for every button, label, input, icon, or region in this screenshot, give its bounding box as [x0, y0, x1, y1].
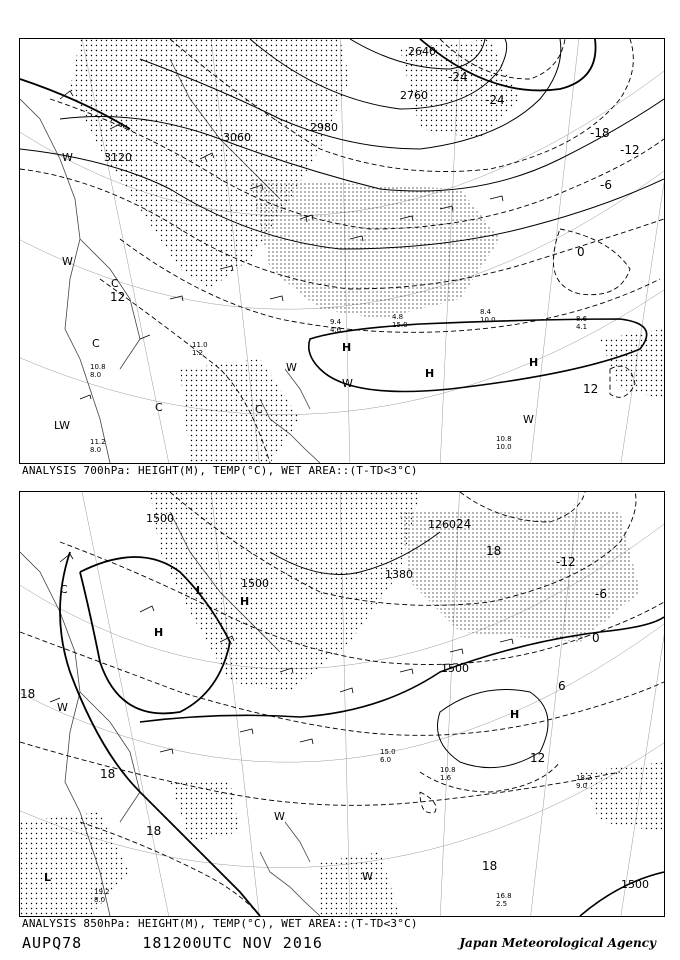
height-label: 1260 — [428, 518, 456, 531]
cold-center: C — [60, 583, 68, 596]
station-plot — [330, 318, 342, 334]
station-plot-value: 11.0 — [192, 341, 208, 349]
station-plot-value: 4.1 — [576, 323, 588, 331]
temp-label: -12 — [556, 555, 576, 569]
height-label: 1380 — [385, 568, 413, 581]
low-center: L — [196, 584, 204, 597]
high-center: H — [510, 708, 520, 721]
station-plot-value: 6.0 — [380, 756, 392, 764]
caption-850hpa: ANALYSIS 850hPa: HEIGHT(M), TEMP(°C), WET AREA::(T-TD<3°C) — [22, 917, 418, 930]
temp-label: -24 — [448, 70, 468, 84]
station-plot-value: 10.0 — [496, 443, 512, 451]
station-plot-value: 8.0 — [94, 896, 106, 904]
temp-label: -6 — [600, 178, 612, 192]
cold-center: C — [92, 337, 100, 350]
cold-center: C — [111, 277, 119, 290]
agency-name: Japan Meteorological Agency — [459, 936, 656, 950]
height-label: 1500 — [146, 512, 174, 525]
temp-label: 12 — [530, 751, 546, 765]
station-plot-value: 4.8 — [392, 313, 404, 321]
height-label: 1500 — [441, 662, 469, 675]
temp-label: 18 — [486, 544, 502, 558]
station-plot — [380, 748, 396, 764]
high-center: H — [529, 356, 539, 369]
temp-label: 18 — [100, 767, 116, 781]
map-850hpa-canvas — [20, 492, 664, 916]
temp-label: 0 — [592, 631, 600, 645]
station-plot — [192, 341, 208, 357]
station-plot — [90, 438, 106, 454]
warm-center: W — [286, 361, 297, 374]
station-plot-value: 18.2 — [576, 774, 592, 782]
station-plot-value: 8.0 — [90, 371, 102, 379]
warm-center: W — [62, 255, 73, 268]
temp-label: -12 — [620, 143, 640, 157]
station-plot — [496, 892, 512, 908]
height-label: 1500 — [621, 878, 649, 891]
station-plot-value: 8.6 — [576, 315, 588, 323]
height-label: 2640 — [408, 45, 436, 58]
high-center: H — [154, 626, 164, 639]
warm-center: W — [62, 151, 73, 164]
station-plot — [440, 766, 456, 782]
station-plot — [480, 308, 496, 324]
station-plot-value: 2.5 — [496, 900, 508, 908]
warm-center: W — [362, 870, 373, 883]
chart-code: AUPQ78 — [22, 934, 83, 952]
height-label: 3120 — [104, 151, 132, 164]
high-center: H — [425, 367, 435, 380]
station-plot-value: 8.0 — [90, 446, 102, 454]
low-warm-center: LW — [54, 419, 70, 432]
station-plot-value: 8.4 — [480, 308, 492, 316]
station-plot — [392, 313, 408, 329]
temp-label: 18 — [20, 687, 36, 701]
caption-700hpa: ANALYSIS 700hPa: HEIGHT(M), TEMP(°C), WET AREA::(T-TD<3°C) — [22, 464, 418, 477]
temp-label: -6 — [595, 587, 607, 601]
station-plot-value: 11.2 — [90, 438, 106, 446]
height-label: 3060 — [223, 131, 251, 144]
station-plot-value: 1.2 — [192, 349, 204, 357]
station-plot-value: 16.8 — [496, 892, 512, 900]
temp-label: 6 — [558, 679, 566, 693]
temp-label: -24 — [485, 93, 505, 107]
cold-center: C — [155, 401, 163, 414]
low-center: L — [44, 871, 52, 884]
station-plot-value: 10.8 — [496, 435, 512, 443]
station-plot-value: 9.0 — [576, 782, 588, 790]
temp-label: -18 — [590, 126, 610, 140]
station-plot-value: 19.2 — [94, 888, 110, 896]
temp-label: 18 — [482, 859, 498, 873]
temp-label: 24 — [456, 517, 472, 531]
warm-center: W — [274, 810, 285, 823]
height-label: 1500 — [241, 577, 269, 590]
chart-datetime: 181200UTC NOV 2016 — [142, 934, 323, 952]
height-label: 2760 — [400, 89, 428, 102]
temp-label: 12 — [583, 382, 599, 396]
station-plot — [496, 435, 512, 451]
analysis-850hpa-map — [19, 491, 665, 917]
station-plot-value: 15.0 — [392, 321, 408, 329]
station-plot-value: 4.6 — [330, 326, 342, 334]
warm-center: W — [523, 413, 534, 426]
station-plot-value: 9.4 — [330, 318, 342, 326]
temp-label: 12 — [110, 290, 126, 304]
station-plot-value: 10.8 — [440, 766, 456, 774]
chart-identifier — [22, 934, 323, 952]
temp-label: 0 — [577, 245, 585, 259]
station-plot — [576, 315, 588, 331]
temp-label: 18 — [146, 824, 162, 838]
station-plot-value: 15.0 — [380, 748, 396, 756]
high-center: H — [342, 341, 352, 354]
station-plot-value: 1.6 — [440, 774, 452, 782]
station-plot-value: 10.0 — [480, 316, 496, 324]
cold-center: C — [255, 403, 263, 416]
warm-center: W — [57, 701, 68, 714]
high-center: H — [240, 595, 250, 608]
station-plot-value: 10.8 — [90, 363, 106, 371]
warm-center: W — [342, 377, 353, 390]
analysis-700hpa-map — [19, 38, 665, 464]
height-label: 2980 — [310, 121, 338, 134]
station-plot — [90, 363, 106, 379]
map-700hpa-canvas — [20, 39, 664, 463]
